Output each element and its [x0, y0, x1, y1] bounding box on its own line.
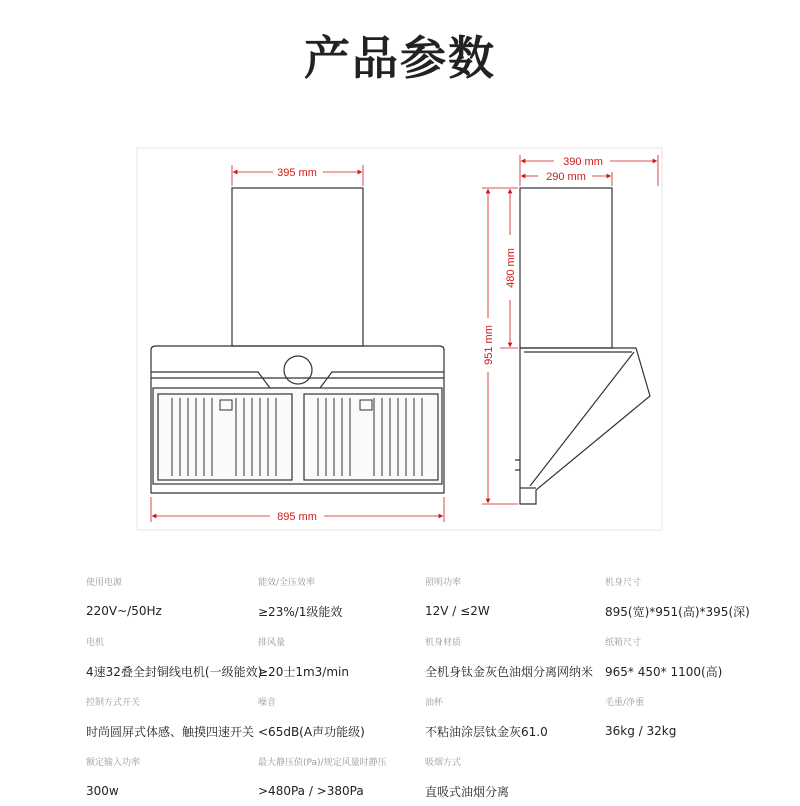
spec-label [605, 746, 786, 776]
side-view [515, 188, 650, 504]
side-chimney [520, 188, 612, 348]
page-title: 产品参数 [304, 31, 496, 85]
spec-label: 使用电源 [86, 577, 123, 588]
spec-value: 220V~/50Hz [86, 604, 162, 618]
chimney [232, 188, 363, 346]
spec-value: ≥23%/1级能效 [258, 604, 343, 619]
spec-label: 控制方式开关 [86, 697, 141, 708]
spec-value: 36kg / 32kg [605, 724, 677, 738]
spec-label: 纸箱尺寸 [605, 637, 642, 648]
spec-value: 全机身钛金灰色油烟分离网纳米 [425, 664, 594, 679]
dim-chimney-height: 480 mm [505, 248, 517, 288]
spec-value [605, 776, 786, 806]
spec-value: 直吸式油烟分离 [425, 784, 510, 799]
dim-depth-total: 390 mm [563, 156, 603, 168]
spec-table [86, 566, 786, 806]
spec-value: <65dB(A声功能级) [258, 724, 365, 739]
dim-depth-inner: 290 mm [546, 171, 586, 183]
spec-label: 吸烟方式 [425, 757, 462, 768]
spec-label: 额定输入功率 [86, 757, 141, 768]
front-view [151, 188, 444, 493]
spec-label: 噪音 [258, 697, 277, 708]
spec-value: 965* 450* 1100(高) [605, 664, 723, 679]
spec-value: 4速32叠全封铜线电机(一级能效) [86, 664, 263, 679]
spec-value: 300w [86, 784, 119, 798]
spec-value: 895(宽)*951(高)*395(深) [605, 604, 750, 619]
control-panel-icon [284, 356, 312, 384]
spec-value: 不粘油涂层钛金灰61.0 [425, 724, 548, 739]
spec-value: 时尚圆屏式体感、触摸四速开关 [86, 724, 255, 739]
spec-label: 毛重/净重 [605, 697, 645, 708]
spec-value: >480Pa / >380Pa [258, 784, 364, 798]
spec-label: 电机 [86, 637, 105, 648]
spec-label: 最大静压值(Pa)/规定风量时静压 [258, 757, 387, 768]
dim-top-width: 395 mm [277, 167, 317, 179]
spec-value: ≥20士1m3/min [258, 664, 349, 679]
spec-label: 机身材质 [425, 637, 462, 648]
dim-total-height: 951 mm [483, 325, 495, 365]
spec-value: 12V / ≤2W [425, 604, 490, 618]
spec-label: 机身尺寸 [605, 577, 642, 588]
spec-label: 照明功率 [425, 577, 462, 588]
spec-label: 油杯 [425, 697, 444, 708]
spec-label: 排风量 [258, 637, 286, 648]
dim-total-width: 895 mm [277, 511, 317, 523]
spec-label: 能效/全压效率 [258, 577, 316, 588]
